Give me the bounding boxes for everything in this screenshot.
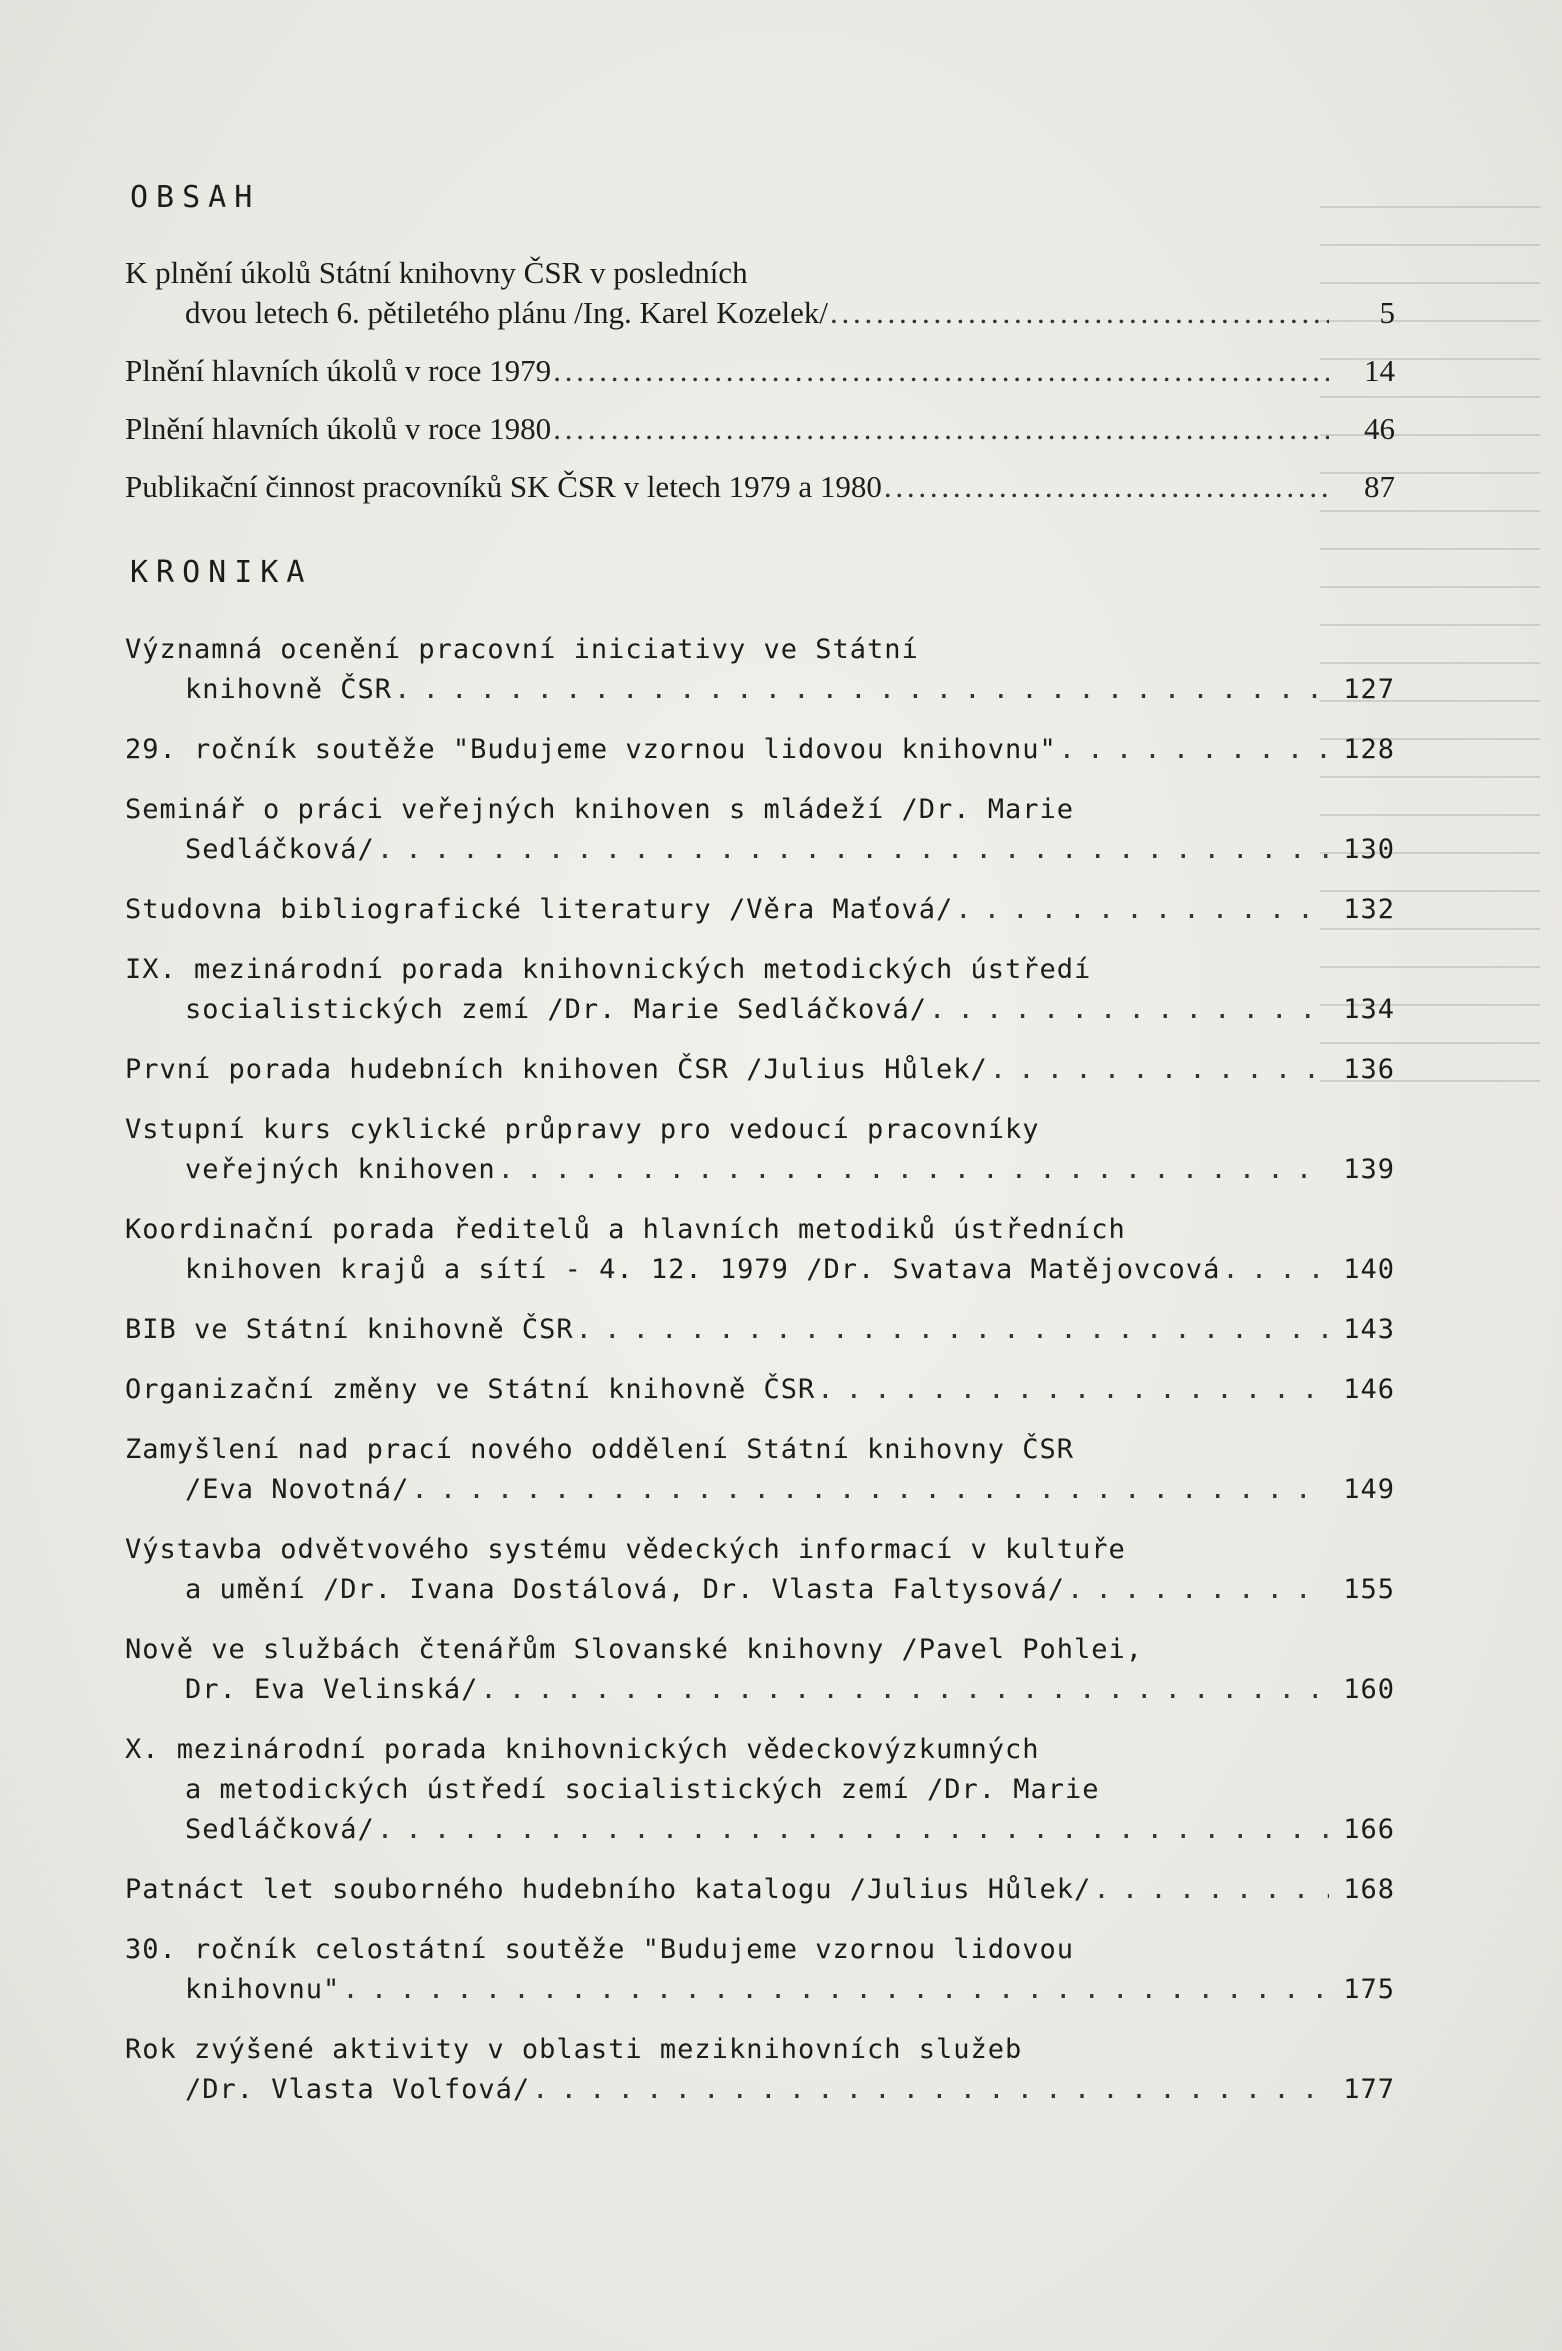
toc-page-number: 14 (1364, 353, 1395, 388)
leader-dots (1059, 730, 1329, 770)
toc-entry-title: Seminář o práci veřejných knihoven s mládeží /Dr. Marie (125, 794, 1075, 825)
obsah-entries (125, 253, 1395, 507)
kronika-entries (125, 630, 1395, 2110)
toc-page-number: 155 (1343, 1574, 1395, 1605)
leader-dots (377, 830, 1329, 870)
toc-entry-title: 30. ročník celostátní soutěže "Budujeme vzornou lidovou (125, 1934, 1075, 1965)
toc-entry-line (125, 1370, 1395, 1410)
toc-entry (125, 467, 1395, 507)
toc-entry-line (125, 1930, 1395, 1970)
toc-page-number: 128 (1343, 734, 1395, 765)
leader-dots (1067, 1570, 1329, 1610)
toc-entry-line (125, 1150, 1395, 1190)
toc-page-number: 87 (1364, 469, 1395, 504)
toc-entry-title: /Dr. Vlasta Volfová/ (185, 2074, 531, 2105)
toc-entry-title: knihovnu" (185, 1974, 341, 2005)
toc-page-number: 134 (1343, 994, 1395, 1025)
toc-page-number: 46 (1364, 411, 1395, 446)
toc-entry (125, 1370, 1395, 1410)
toc-entry-title: Patnáct let souborného hudebního katalogu /Julius Hůlek/ (125, 1874, 1092, 1905)
toc-page-number: 168 (1343, 1874, 1395, 1905)
toc-entry-line (125, 1730, 1395, 1770)
toc-entry (125, 1730, 1395, 1850)
toc-entry-title: BIB ve Státní knihovně ČSR (125, 1314, 574, 1345)
toc-entry-line (125, 1110, 1395, 1150)
toc-entry (125, 1430, 1395, 1510)
toc-entry-title: Významná ocenění pracovní iniciativy ve Státní (125, 634, 919, 665)
toc-entry-title: IX. mezinárodní porada knihovnických metodických ústředí (125, 954, 1092, 985)
toc-entry (125, 1210, 1395, 1290)
leader-dots (929, 990, 1329, 1030)
toc-entry-line (125, 1630, 1395, 1670)
toc-entry-title: Zamyšlení nad prací nového oddělení Státní knihovny ČSR (125, 1434, 1075, 1465)
toc-entry-title: Publikační činnost pracovníků SK ČSR v letech 1979 a 1980 (125, 469, 882, 504)
section-heading-kronika: KRONIKA (130, 555, 313, 590)
toc-entry-line (125, 1210, 1395, 1250)
leader-dots (553, 409, 1329, 449)
toc-entry-line (125, 670, 1395, 710)
toc-entry-line (125, 790, 1395, 830)
leader-dots (576, 1310, 1329, 1350)
toc-entry (125, 950, 1395, 1030)
toc-entry (125, 1050, 1395, 1090)
toc-entry-title: Sedláčková/ (185, 1814, 375, 1845)
toc-entry-title: Plnění hlavních úkolů v roce 1980 (125, 411, 552, 446)
toc-entry-title: Nově ve službách čtenářům Slovanské knihovny /Pavel Pohlei, (125, 1634, 1144, 1665)
toc-entry-line (125, 890, 1395, 930)
toc-entry (125, 790, 1395, 870)
leader-dots (990, 1050, 1329, 1090)
toc-entry-title: X. mezinárodní porada knihovnických vědeckovýzkumných (125, 1734, 1040, 1765)
leader-dots (553, 351, 1329, 391)
toc-page-number: 140 (1343, 1254, 1395, 1285)
toc-entry-title: Sedláčková/ (185, 834, 375, 865)
toc-entry-title: a metodických ústředí socialistických zemí /Dr. Marie (185, 1774, 1100, 1805)
toc-entry-line (125, 830, 1395, 870)
toc-entry-line (125, 1530, 1395, 1570)
toc-entry-line (125, 1050, 1395, 1090)
leader-dots (377, 1810, 1329, 1850)
toc-entry-line (125, 990, 1395, 1030)
toc-entry (125, 1310, 1395, 1350)
toc-entry-title: knihovně ČSR (185, 674, 393, 705)
toc-entry (125, 253, 1395, 333)
table-of-contents (125, 180, 1395, 2130)
toc-entry (125, 630, 1395, 710)
toc-page-number: 177 (1343, 2074, 1395, 2105)
toc-entry-title: Koordinační porada ředitelů a hlavních metodiků ústředních (125, 1214, 1126, 1245)
toc-entry-line (125, 1670, 1395, 1710)
toc-entry-title: Organizační změny ve Státní knihovně ČSR (125, 1374, 816, 1405)
toc-entry-line (125, 1430, 1395, 1470)
toc-entry-line (125, 409, 1395, 449)
section-heading-obsah: OBSAH (130, 180, 261, 215)
toc-entry (125, 890, 1395, 930)
toc-entry-title: veřejných knihoven (185, 1154, 496, 1185)
toc-entry-line (125, 950, 1395, 990)
toc-entry (125, 1110, 1395, 1190)
leader-dots (1222, 1250, 1329, 1290)
leader-dots (817, 1370, 1329, 1410)
toc-entry-title: Dr. Eva Velinská/ (185, 1674, 479, 1705)
toc-entry (125, 1930, 1395, 2010)
toc-entry-title: Plnění hlavních úkolů v roce 1979 (125, 353, 552, 388)
toc-page-number: 130 (1343, 834, 1395, 865)
toc-entry-line (125, 2070, 1395, 2110)
toc-entry-line (125, 351, 1395, 391)
leader-dots (830, 293, 1329, 333)
toc-entry-title: Výstavba odvětvového systému vědeckých informací v kultuře (125, 1534, 1126, 1565)
toc-entry (125, 730, 1395, 770)
leader-dots (480, 1670, 1329, 1710)
toc-entry-line (125, 467, 1395, 507)
toc-entry-line (125, 630, 1395, 670)
toc-page-number: 143 (1343, 1314, 1395, 1345)
toc-entry-line (125, 293, 1395, 333)
toc-entry-line (125, 1770, 1395, 1810)
toc-entry-title: K plnění úkolů Státní knihovny ČSR v posledních (125, 255, 748, 290)
toc-entry-line (125, 1250, 1395, 1290)
toc-entry-title: socialistických zemí /Dr. Marie Sedláčková/ (185, 994, 927, 1025)
toc-page-number: 5 (1379, 295, 1395, 330)
toc-page-number: 136 (1343, 1054, 1395, 1085)
toc-entry-title: /Eva Novotná/ (185, 1474, 410, 1505)
toc-entry-title: Rok zvýšené aktivity v oblasti meziknihovních služeb (125, 2034, 1023, 2065)
leader-dots (394, 670, 1329, 710)
toc-entry-title: Vstupní kurs cyklické průpravy pro vedoucí pracovníky (125, 1114, 1040, 1145)
toc-entry-line (125, 1570, 1395, 1610)
toc-entry-line (125, 1310, 1395, 1350)
toc-page-number: 149 (1343, 1474, 1395, 1505)
toc-page-number: 127 (1343, 674, 1395, 705)
toc-entry-title: knihoven krajů a sítí - 4. 12. 1979 /Dr. Svatava Matějovcová (185, 1254, 1221, 1285)
toc-entry-line (125, 1810, 1395, 1850)
toc-entry (125, 351, 1395, 391)
toc-entry-line (125, 2030, 1395, 2070)
leader-dots (411, 1470, 1329, 1510)
toc-page-number: 175 (1343, 1974, 1395, 2005)
leader-dots (532, 2070, 1329, 2110)
leader-dots (955, 890, 1329, 930)
toc-entry-title: 29. ročník soutěže "Budujeme vzornou lidovou knihovnu" (125, 734, 1057, 765)
toc-entry (125, 2030, 1395, 2110)
leader-dots (498, 1150, 1329, 1190)
leader-dots (1093, 1870, 1329, 1910)
toc-entry (125, 409, 1395, 449)
leader-dots (884, 467, 1329, 507)
toc-entry-line (125, 253, 1395, 293)
toc-entry-title: dvou letech 6. pětiletého plánu /Ing. Karel Kozelek/ (185, 295, 829, 330)
toc-entry-line (125, 1870, 1395, 1910)
toc-page-number: 132 (1343, 894, 1395, 925)
toc-page-number: 160 (1343, 1674, 1395, 1705)
leader-dots (342, 1970, 1329, 2010)
toc-entry (125, 1870, 1395, 1910)
toc-page-number: 139 (1343, 1154, 1395, 1185)
toc-page-number: 166 (1343, 1814, 1395, 1845)
toc-entry-title: a umění /Dr. Ivana Dostálová, Dr. Vlasta Faltysová/ (185, 1574, 1066, 1605)
toc-page-number: 146 (1343, 1374, 1395, 1405)
toc-entry (125, 1530, 1395, 1610)
toc-entry-title: Studovna bibliografické literatury /Věra Maťová/ (125, 894, 954, 925)
toc-entry-title: První porada hudebních knihoven ČSR /Julius Hůlek/ (125, 1054, 988, 1085)
toc-entry (125, 1630, 1395, 1710)
toc-entry-line (125, 1470, 1395, 1510)
toc-entry-line (125, 1970, 1395, 2010)
toc-entry-line (125, 730, 1395, 770)
